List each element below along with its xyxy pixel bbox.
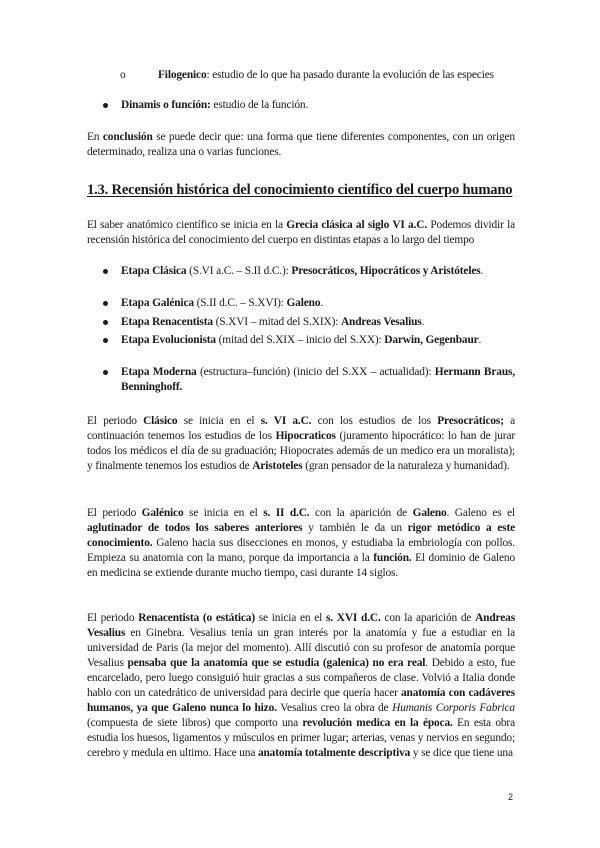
renacentista-paragraph: El periodo Renacentista (o estática) se inicia en el s. XVI d.C. con la aparición de Andreas Vesalius en Ginebra. Vesalius tenía un gran interés por la anatomía y fue a estudiar en la universidad de Paris (la mejor del momento). Allí discutió con su profesor de anatomía porque Vesalius pensaba que la anatomía que se estudia (galenica) no era real. Debido a esto, fue encarcelado, pero luego consiguió huir gracias a sus compañeros de clase. Volvió a Italia donde hablo con un catedrático de universidad para decirle que quería hacer anatomía con cadáveres humanos, ya que Galeno nunca lo hizo. Vesalius creo la obra de Humanis Corporis Fabrica (compuesta de siete libros) que comporto una revolución medica en la época. En esta obra estudia los huesos, ligamentos y músculos en primer lugar; arterias, venas y nervios en segundo; cerebro y medula en ultimo. Hace una anatomía totalmente descriptiva y se dice que tiene una xyxy=(87,612,515,759)
etapa-text: Etapa Clásica (S.VI a.C. – S.II d.C.): Presocráticos, Hipocráticos y Aristóteles. xyxy=(121,265,484,277)
etapa-text: Etapa Galénica (S.II d.C. – S.XVI): Galeno. xyxy=(121,297,324,309)
sub-bullet-marker: o xyxy=(120,69,126,81)
dinamis-text: Dinamis o función: estudio de la función. xyxy=(121,99,309,111)
section-heading: 1.3. Recensión histórica del conocimiento científico del cuerpo humano xyxy=(87,182,513,198)
bullet-dot xyxy=(103,301,108,306)
page-number: 2 xyxy=(508,792,514,802)
bullet-dot xyxy=(103,370,108,375)
etapa-text: Etapa Evolucionista (mitad del S.XIX – inicio del S.XX): Darwin, Gegenbaur. xyxy=(121,334,482,346)
galenico-paragraph: El periodo Galénico se inicia en el s. II d.C. con la aparición de Galeno. Galeno es el aglutinador de todos los saberes anteriores y también le da un rigor metódico a este conocimiento. Galeno hacia sus disecciones en monos, y estudiaba la embriología con pollos. Empieza su anatomia con la mano, porque da importancia a la función. El dominio de Galeno en medicina se extiende durante mucho tiempo, casi durante 14 siglos. xyxy=(87,507,516,579)
etapa-text: Etapa Moderna (estructura–función) (inicio del S.XX – actualidad): Hermann Braus, Benninghoff. xyxy=(121,366,515,393)
bullet-dot xyxy=(103,269,108,274)
etapa-text: Etapa Renacentista (S.XVI – mitad del S.XIX): Andreas Vesalius. xyxy=(121,316,425,328)
bullet-dot xyxy=(103,103,108,108)
intro-paragraph: El saber anatómico científico se inicia en la Grecia clásica al siglo VI a.C. Podemos dividir la recensión histórica del conocimiento del cuerpo en distintas etapas a lo largo del tiempo xyxy=(87,219,515,246)
bullet-dot xyxy=(103,320,108,325)
conclusion-paragraph: En conclusión se puede decir que: una forma que tiene diferentes componentes, con un origen determinado, realiza una o varias funciones. xyxy=(87,131,515,158)
filogenico-text: Filogenico: estudio de lo que ha pasado durante la evolución de las especies xyxy=(158,69,494,81)
clasico-paragraph: El periodo Clásico se inicia en el s. VI a.C. con los estudios de los Presocráticos; a continuación tenemos los estudios de los Hipocraticos (juramento hipocrático: lo han de jurar todos los médicos el día de su graduación; Hiopocrates además de un medico era un moralista); y finalmente tenemos los estudios de Aristoteles (gran pensador de la naturaleza y humanidad). xyxy=(87,415,516,472)
bullet-dot xyxy=(103,338,108,343)
